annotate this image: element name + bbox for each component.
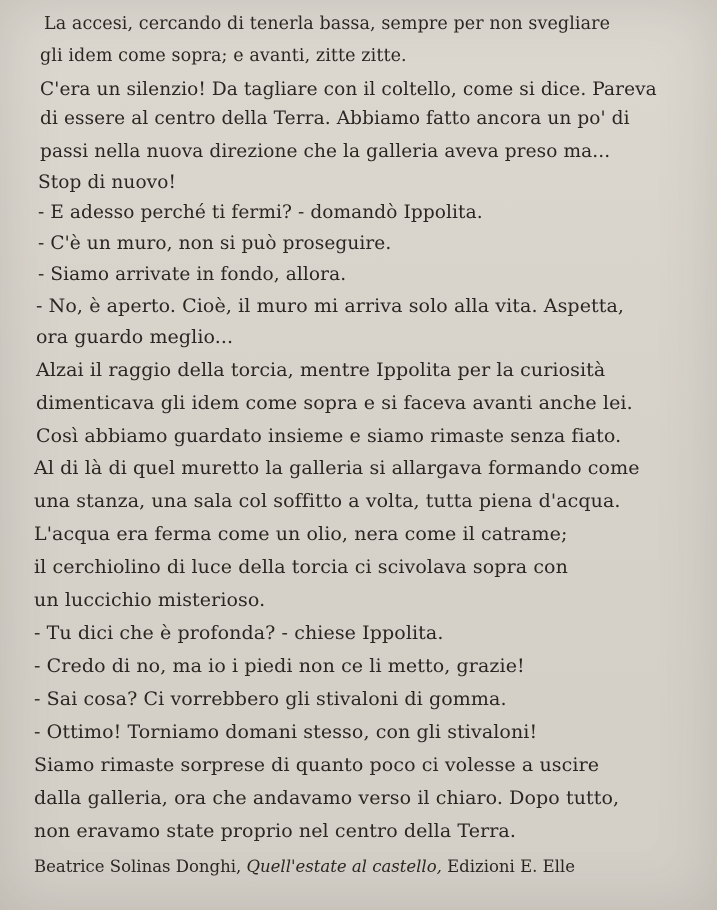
- text-line: Al di là di quel muretto la galleria si allargava formando come: [34, 457, 640, 479]
- source-credit: [34, 856, 575, 878]
- text-line: La accesi, cercando di tenerla bassa, sempre per non svegliare: [44, 14, 611, 34]
- text-line: - Ottimo! Torniamo domani stesso, con gli stivaloni!: [34, 721, 538, 743]
- text-line: - E adesso perché ti fermi? - domandò Ippolita.: [38, 202, 483, 223]
- text-line: - Tu dici che è profonda? - chiese Ippolita.: [34, 622, 444, 644]
- credit-title: Quell'estate al castello,: [246, 857, 442, 876]
- credit-author: Beatrice Solinas Donghi,: [34, 857, 242, 876]
- text-line: - C'è un muro, non si può proseguire.: [38, 233, 392, 254]
- text-line: di essere al centro della Terra. Abbiamo fatto ancora un po' di: [40, 108, 630, 129]
- text-line: - Credo di no, ma io i piedi non ce li metto, grazie!: [34, 655, 525, 677]
- text-line: il cerchiolino di luce della torcia ci scivolava sopra con: [34, 556, 568, 578]
- text-line: una stanza, una sala col soffitto a volta, tutta piena d'acqua.: [34, 490, 621, 512]
- text-line: dimenticava gli idem come sopra e si faceva avanti anche lei.: [36, 392, 633, 414]
- text-line: ora guardo meglio...: [36, 326, 234, 348]
- text-line: Siamo rimaste sorprese di quanto poco ci volesse a uscire: [34, 754, 600, 776]
- text-line: non eravamo state proprio nel centro della Terra.: [34, 820, 516, 842]
- text-line: - No, è aperto. Cioè, il muro mi arriva solo alla vita. Aspetta,: [36, 295, 625, 317]
- text-line: Così abbiamo guardato insieme e siamo rimaste senza fiato.: [36, 425, 622, 447]
- text-line: Stop di nuovo!: [38, 172, 176, 193]
- text-line: L'acqua era ferma come un olio, nera come il catrame;: [34, 523, 568, 545]
- text-line: gli idem come sopra; e avanti, zitte zitte.: [40, 46, 407, 66]
- text-line: un luccichio misterioso.: [34, 589, 266, 611]
- text-line: - Sai cosa? Ci vorrebbero gli stivaloni di gomma.: [34, 688, 507, 710]
- text-line: - Siamo arrivate in fondo, allora.: [38, 264, 347, 285]
- text-line: passi nella nuova direzione che la galleria aveva preso ma...: [40, 141, 611, 162]
- text-line: dalla galleria, ora che andavamo verso il chiaro. Dopo tutto,: [34, 787, 620, 809]
- text-line: Alzai il raggio della torcia, mentre Ippolita per la curiosità: [36, 359, 606, 381]
- credit-publisher: Edizioni E. Elle: [447, 857, 575, 876]
- text-line: C'era un silenzio! Da tagliare con il coltello, come si dice. Pareva: [40, 79, 657, 100]
